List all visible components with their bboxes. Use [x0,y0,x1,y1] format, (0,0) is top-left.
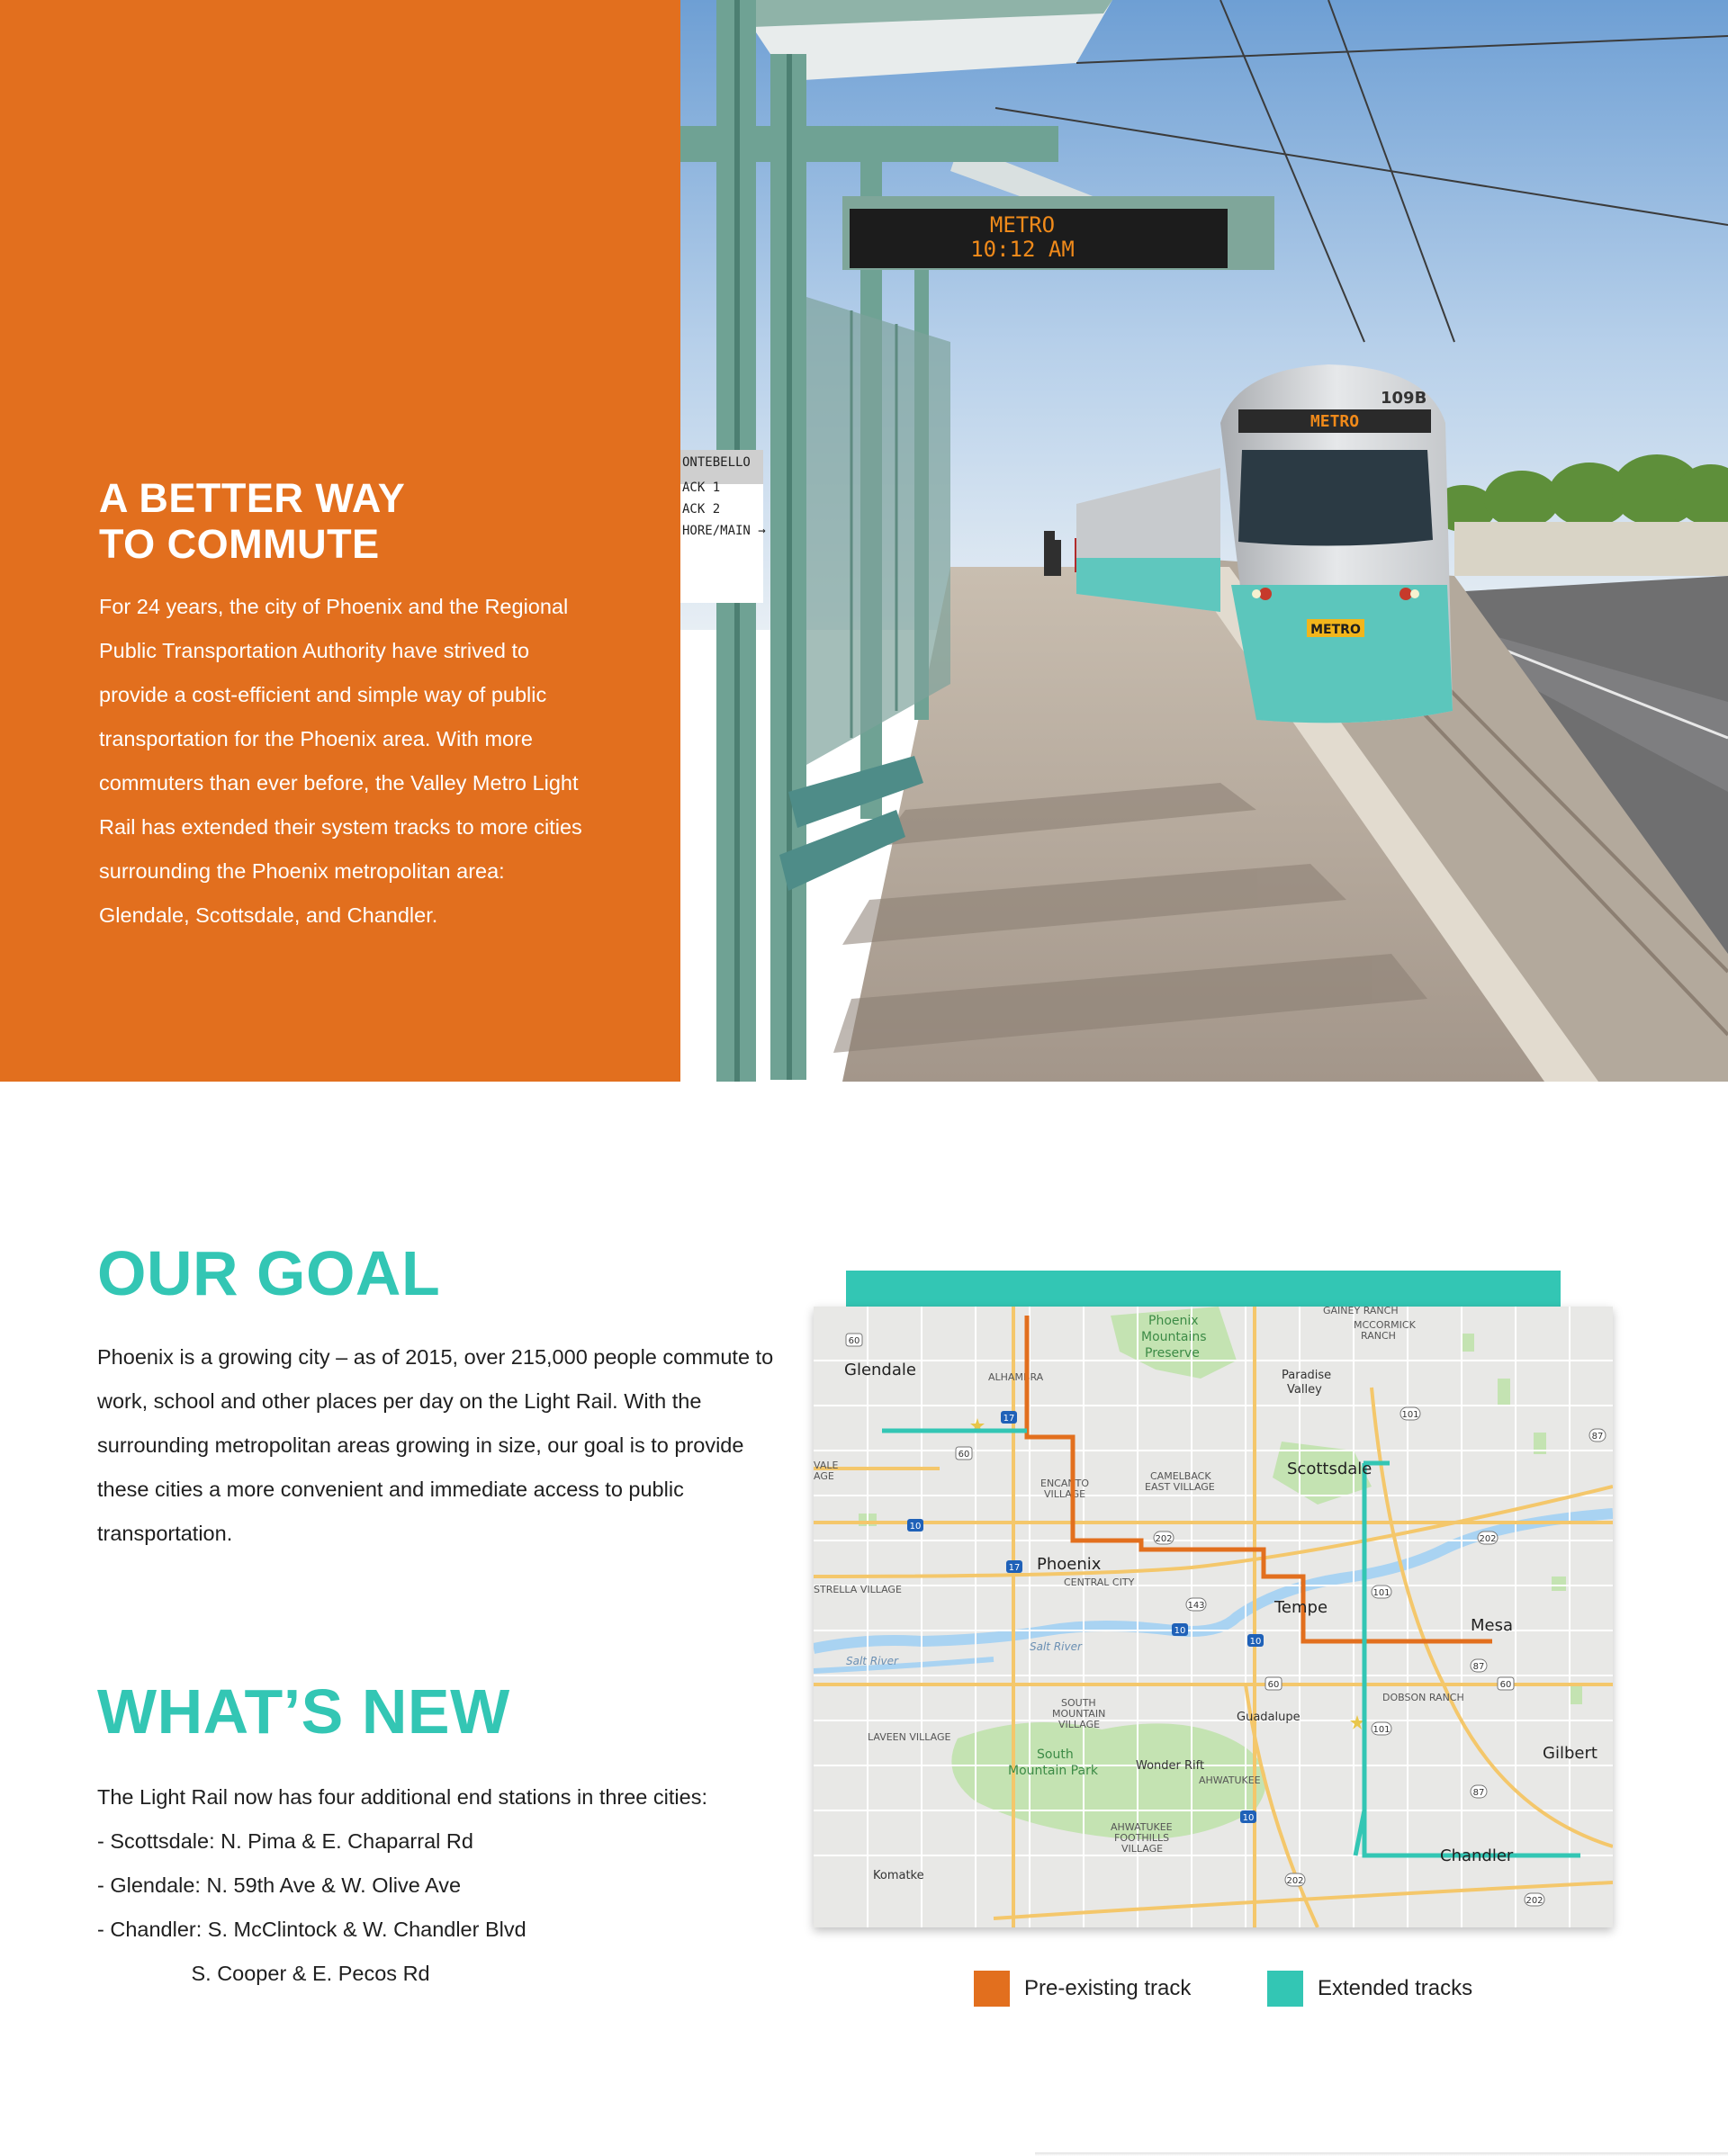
map-label-mesa: Mesa [1471,1616,1514,1635]
arrival-sign-line-2: 10:12 AM [970,237,1075,262]
light-rail-platform-photo [680,0,1728,1082]
platform-sign-line-1: ONTEBELLO [682,455,751,470]
map-label-south-mountain-village-1: SOUTH [1061,1697,1096,1709]
train-number: 109B [1381,389,1427,408]
shield-10-a [907,1519,923,1532]
shield-202-b [1478,1532,1498,1544]
platform-sign-line-3: ACK 2 [682,502,721,517]
hero-body-text: For 24 years, the city of Phoenix and the Regional Public Transportation Authority have strived to provide a cost-efficient and simple way of public transportation for the Phoenix area. With more commuters than ever before, the Valley Metro Light Rail has extended their system tracks to more cities surrounding the Phoenix metropolitan area: Glendale, Scottsdale, and Chandler. [99,595,582,927]
hero-title-line-2: TO COMMUTE [99,521,380,567]
whats-new-item-chandler: - Chandler: S. McClintock & W. Chandler Blvd [97,1918,526,1941]
map-label-camelback-2: EAST VILLAGE [1145,1481,1215,1493]
shield-10-d [1240,1810,1256,1823]
our-goal-heading: OUR GOAL [97,1238,441,1308]
hero-text-panel [0,0,680,1082]
map-label-wonder-rift: Wonder Rift [1136,1759,1205,1773]
shield-143-a [1186,1598,1206,1611]
platform-sign-line-2: ACK 1 [682,481,721,495]
map-label-paradise-valley-1: Paradise [1282,1369,1332,1382]
map-label-south-mountain-park-1: South [1037,1747,1074,1762]
map-label-camelback-1: CAMELBACK [1150,1470,1211,1482]
hero-title-line-1: A BETTER WAY [99,475,406,521]
svg-text:87: 87 [1472,1788,1485,1798]
map-label-komatke: Komatke [873,1869,924,1882]
map-label-encanto-1: ENCANTO [1040,1478,1089,1489]
svg-text:60: 60 [958,1450,970,1460]
map-label-mccormick-2: RANCH [1361,1330,1396,1342]
map-label-salt-river-1: Salt River [1030,1640,1082,1653]
bottom-edge-shadow [1035,2152,1728,2156]
map-label-dobson-ranch: DOBSON RANCH [1382,1692,1464,1703]
svg-text:87: 87 [1472,1662,1485,1672]
map-label-south-mountain-village-3: VILLAGE [1058,1719,1101,1730]
map-label-central-city: CENTRAL CITY [1064,1577,1135,1588]
map-label-scottsdale: Scottsdale [1287,1460,1372,1478]
map-label-ahwatukee: AHWATUKEE [1199,1774,1261,1786]
map-label-paradise-valley-2: Valley [1287,1383,1322,1397]
shield-10-b [1172,1623,1188,1636]
light-rail-map-figure [814,1271,1649,1927]
svg-text:202: 202 [1526,1896,1544,1906]
map-label-gilbert: Gilbert [1543,1744,1598,1763]
svg-text:17: 17 [1008,1563,1021,1573]
light-rail-map [814,1307,1613,1927]
shield-101-a [1400,1407,1420,1420]
svg-text:10: 10 [909,1522,922,1532]
map-label-guadalupe: Guadalupe [1237,1711,1300,1724]
whats-new-item-scottsdale: - Scottsdale: N. Pima & E. Chaparral Rd [97,1829,473,1853]
legend-item-extended [1267,1971,1472,2007]
map-label-vale-2: AGE [814,1470,834,1482]
svg-text:101: 101 [1372,1725,1390,1735]
svg-text:60: 60 [1267,1680,1280,1690]
map-label-south-mountain-village-2: MOUNTAIN [1052,1708,1106,1720]
map-label-phoenix-mountains-2: Mountains [1141,1330,1207,1344]
whats-new-intro: The Light Rail now has four additional end stations in three cities: [97,1785,707,1809]
map-label-ahwatukee-foothills-1: AHWATUKEE [1111,1821,1173,1833]
legend-label-extended: Extended tracks [1318,1976,1473,2000]
map-label-gainey-ranch: GAINEY RANCH [1323,1307,1399,1316]
our-goal-body: Phoenix is a growing city – as of 2015, over 215,000 people commute to work, school and other places per day on the Light Rail. With the surrounding metropolitan areas growing in size, our goal is to provide these cities a more convenient and immediate access to public transportation. [97,1345,774,1545]
map-label-chandler: Chandler [1440,1846,1514,1865]
map-label-mccormick-1: MCCORMICK [1354,1319,1416,1331]
map-label-encanto-2: VILLAGE [1044,1488,1086,1500]
map-label-ahwatukee-foothills-3: VILLAGE [1121,1843,1164,1855]
svg-text:202: 202 [1155,1534,1173,1544]
whats-new-item-glendale: - Glendale: N. 59th Ave & W. Olive Ave [97,1873,462,1897]
map-label-estrella: STRELLA VILLAGE [814,1584,902,1595]
legend-swatch-extended [1267,1971,1303,2007]
svg-text:10: 10 [1242,1813,1255,1823]
shield-87-b [1471,1659,1487,1672]
svg-text:101: 101 [1372,1588,1390,1598]
whats-new-item-chandler-2: S. Cooper & E. Pecos Rd [97,1962,430,1985]
svg-text:87: 87 [1591,1432,1604,1442]
whats-new-list [97,1775,817,1996]
svg-text:10: 10 [1174,1626,1186,1636]
map-label-laveen: LAVEEN VILLAGE [868,1731,951,1743]
shield-202-d [1525,1893,1544,1906]
shield-17-b [1006,1560,1022,1573]
map-label-ahwatukee-foothills-2: FOOTHILLS [1114,1832,1170,1844]
train-destination-display: METRO [1310,412,1360,431]
shield-17-a [1001,1411,1017,1424]
shield-87-c [1471,1785,1487,1798]
shield-202-a [1154,1532,1174,1544]
map-label-vale-1: VALE [814,1460,839,1471]
shield-60-c [1265,1677,1282,1690]
map-label-south-mountain-park-2: Mountain Park [1008,1764,1098,1778]
map-label-phoenix-mountains-1: Phoenix [1148,1314,1199,1328]
svg-text:60: 60 [848,1336,860,1346]
svg-text:202: 202 [1479,1534,1497,1544]
svg-text:60: 60 [1499,1680,1512,1690]
map-label-alhambra: ALHAMBRA [988,1371,1044,1383]
whats-new-heading: WHAT’S NEW [97,1676,510,1747]
shield-60-b [956,1447,972,1460]
svg-text:17: 17 [1003,1414,1015,1424]
arrival-sign-line-1: METRO [989,212,1056,238]
map-label-phoenix-mountains-3: Preserve [1145,1346,1200,1361]
legend-item-pre-existing [974,1971,1191,2007]
shield-101-c [1372,1722,1391,1735]
svg-text:10: 10 [1249,1637,1262,1647]
platform-sign-line-4: HORE/MAIN → [682,524,766,538]
shield-101-b [1372,1586,1391,1598]
map-label-phoenix: Phoenix [1037,1555,1102,1574]
shield-60-a [846,1334,862,1346]
map-label-salt-river-2: Salt River [846,1655,898,1667]
shield-10-c [1247,1634,1264,1647]
shield-87-a [1589,1429,1606,1442]
legend-swatch-pre-existing [974,1971,1010,2007]
svg-text:143: 143 [1187,1601,1205,1611]
shield-202-c [1285,1873,1305,1886]
svg-text:202: 202 [1286,1876,1304,1886]
map-label-tempe: Tempe [1274,1598,1328,1617]
train-logo: METRO [1310,623,1361,637]
shield-60-d [1498,1677,1514,1690]
legend-label-pre-existing: Pre-existing track [1024,1976,1192,2000]
svg-text:101: 101 [1401,1410,1419,1420]
hero-title [99,475,405,567]
map-label-glendale: Glendale [844,1361,916,1379]
